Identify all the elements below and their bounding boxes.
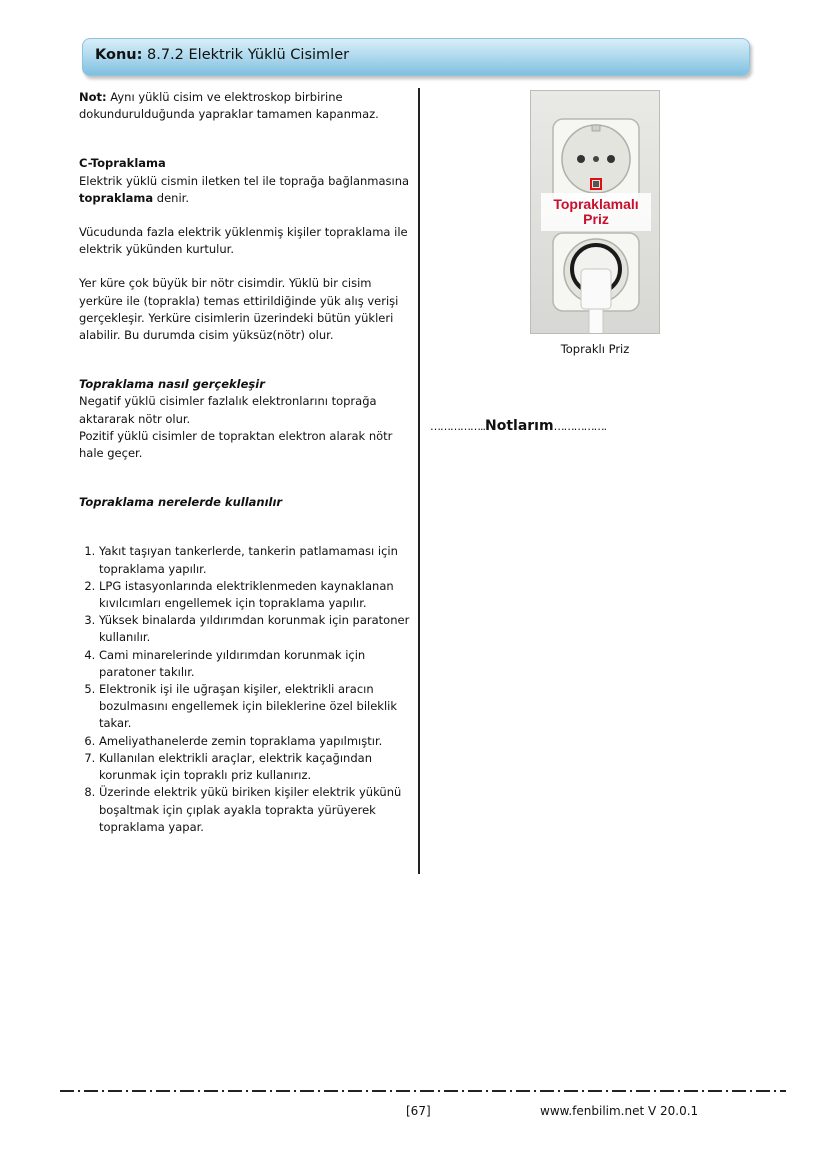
photo-label-line1: Topraklamalı (553, 196, 639, 212)
topic-label: Konu: (95, 47, 143, 63)
grounding-def-term: topraklama (79, 190, 154, 205)
uses-list (79, 543, 412, 835)
grounding-definition (79, 173, 412, 207)
notes-dots-right: ……………. (553, 420, 607, 433)
how-positive-text: Pozitif yüklü cisimler de topraktan elektron alarak nötr hale geçer. (79, 428, 393, 461)
notes-dots-left: …………….. (430, 420, 485, 433)
list-item: 3. Yüksek binalarda yıldırımdan korunmak için paratoner kullanılır. (99, 612, 412, 646)
note-text: Aynı yüklü cisim ve elektroskop birbirine dokundurulduğunda yapraklar tamamen kapanmaz. (79, 90, 379, 122)
notes-heading (430, 418, 690, 434)
list-item: 2. LPG istasyonlarında elektriklenmeden kaynaklanan kıvılcımları engellemek için topraklama yapılır. (99, 578, 412, 612)
notes-title: Notlarım (485, 418, 554, 434)
earth-paragraph: Yer küre çok büyük bir nötr cisimdir. Yüklü bir cisim yerküre ile (toprakla) temas ettirildiğinde yük alış verişi gerçekleşir. Yerküre cisimlerin üzerindeki bütün yükleri alabilir. Bu durumda cisim yüksüz(nötr) olur. (79, 276, 399, 343)
photo-label-line2: Priz (583, 211, 609, 227)
grounding-def-post: denir. (153, 190, 189, 205)
list-item: 6. Ameliyathanelerde zemin topraklama yapılmıştır. (99, 733, 412, 750)
how-heading: Topraklama nasıl gerçekleşir (79, 377, 265, 392)
left-column (79, 89, 412, 836)
topic-title: 8.7.2 Elektrik Yüklü Cisimler (147, 47, 350, 63)
footer-divider (60, 1090, 786, 1092)
where-heading: Topraklama nerelerde kullanılır (79, 495, 283, 510)
people-paragraph: Vücudunda fazla elektrik yüklenmiş kişiler topraklama ile elektrik yükünden kurtulur. (79, 225, 408, 257)
list-item: 7. Kullanılan elektrikli araçlar, elektrik kaçağından korunmak için topraklı priz kullanırız. (99, 750, 412, 784)
grounding-heading: C-Topraklama (79, 156, 166, 171)
list-item: 1. Yakıt taşıyan tankerlerde, tankerin patlamaması için topraklama yapılır. (99, 543, 412, 577)
how-negative-text: Negatif yüklü cisimler fazlalık elektronlarını toprağa aktararak nötr olur. (79, 394, 377, 426)
note-paragraph (79, 89, 412, 123)
list-item: 4. Cami minarelerinde yıldırımdan korunmak için paratoner takılır. (99, 647, 412, 681)
page-number: [67] (406, 1104, 431, 1118)
site-url: www.fenbilim.net V 20.0.1 (540, 1104, 699, 1118)
photo-caption: Topraklı Priz (560, 342, 630, 356)
list-item: 8. Üzerinde elektrik yükü biriken kişiler elektrik yükünü boşaltmak için çıplak ayakla toprakta yürüyerek topraklama yapar. (99, 784, 412, 836)
list-item: 5. Elektronik işi ile uğraşan kişiler, elektrikli aracın bozulmasını engellemek için bileklerine özel bileklik takar. (99, 681, 412, 733)
note-label: Not: (79, 90, 107, 104)
grounded-socket-photo (530, 90, 660, 334)
grounding-def-pre: Elektrik yüklü cismin iletken tel ile toprağa bağlanmasına (79, 173, 410, 188)
topic-header (82, 38, 750, 76)
column-divider (418, 88, 420, 874)
socket-illustration (531, 91, 660, 334)
